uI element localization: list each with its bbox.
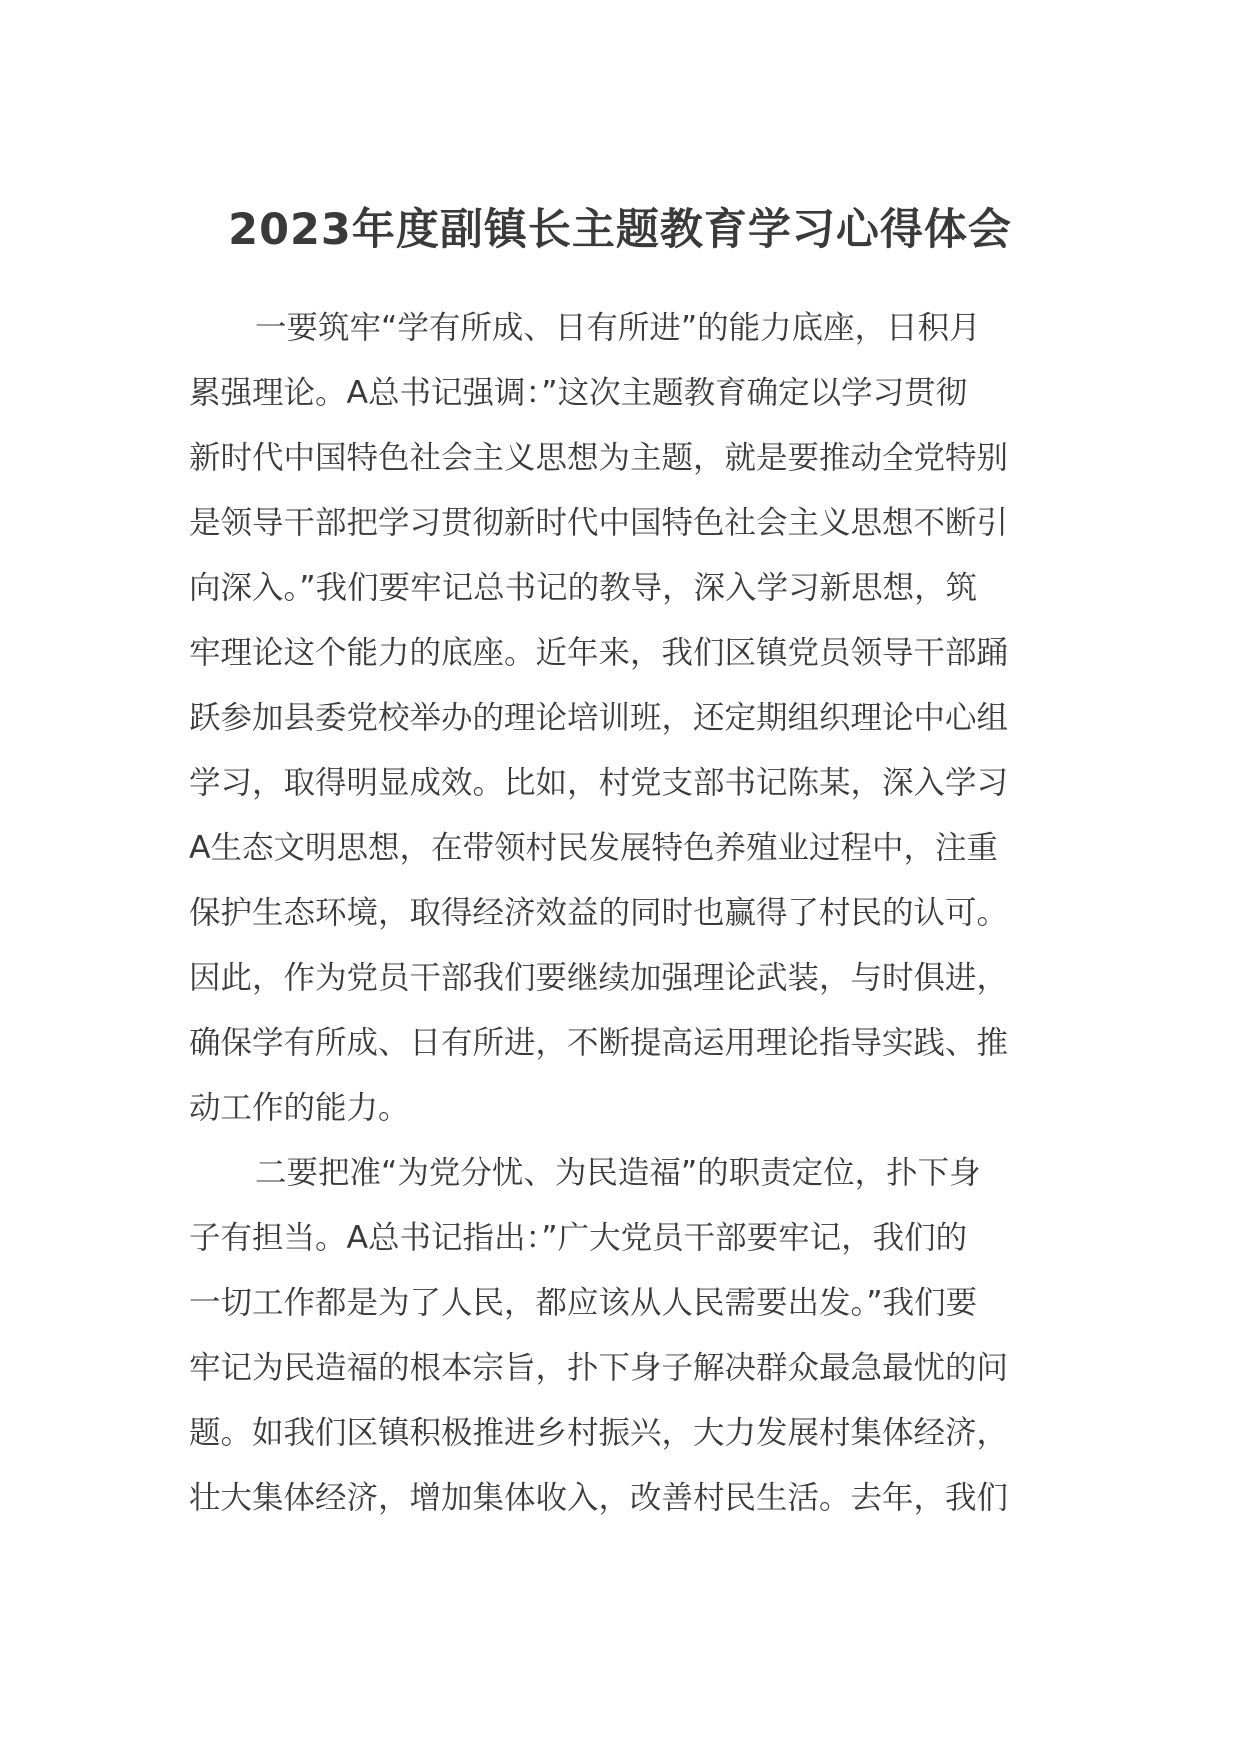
paragraph-2-line-5: 题。如我们区镇积极推进乡村振兴，大力发展村集体经济， bbox=[189, 1415, 1009, 1451]
paragraph-2-line-1: 二要把准“为党分忧、为民造福”的职责定位，扑下身 bbox=[255, 1155, 981, 1191]
paragraph-1-line-11: 因此，作为党员干部我们要继续加强理论武装，与时俱进， bbox=[189, 960, 1009, 996]
paragraph-1-line-7: 跃参加县委党校举办的理论培训班，还定期组织理论中心组 bbox=[189, 700, 1009, 736]
paragraph-2-line-6: 壮大集体经济，增加集体收入，改善村民生活。去年，我们 bbox=[189, 1480, 1009, 1516]
paragraph-1-line-1: 一要筑牢“学有所成、日有所进”的能力底座，日积月 bbox=[255, 310, 981, 346]
paragraph-2-line-2: 子有担当。A总书记指出：”广大党员干部要牢记，我们的 bbox=[189, 1220, 968, 1256]
paragraph-1-line-2: 累强理论。A总书记强调：”这次主题教育确定以学习贯彻 bbox=[189, 375, 968, 411]
paragraph-1-line-8: 学习，取得明显成效。比如，村党支部书记陈某，深入学习 bbox=[189, 765, 1009, 801]
paragraph-2-line-3: 一切工作都是为了人民，都应该从人民需要出发。”我们要 bbox=[189, 1285, 978, 1321]
paragraph-1-line-5: 向深入。”我们要牢记总书记的教导，深入学习新思想，筑 bbox=[189, 570, 978, 606]
paragraph-2-line-4: 牢记为民造福的根本宗旨，扑下身子解决群众最急最忧的问 bbox=[189, 1350, 1009, 1386]
paragraph-1-line-3: 新时代中国特色社会主义思想为主题，就是要推动全党特别 bbox=[189, 440, 1009, 476]
document-title: 2023年度副镇长主题教育学习心得体会 bbox=[228, 205, 1012, 255]
paragraph-1-line-6: 牢理论这个能力的底座。近年来，我们区镇党员领导干部踊 bbox=[189, 635, 1009, 671]
paragraph-1-line-10: 保护生态环境，取得经济效益的同时也赢得了村民的认可。 bbox=[189, 895, 1009, 931]
paragraph-1-line-9: A生态文明思想，在带领村民发展特色养殖业过程中，注重 bbox=[189, 830, 999, 866]
paragraph-1-line-12: 确保学有所成、日有所进，不断提高运用理论指导实践、推 bbox=[189, 1025, 1009, 1061]
paragraph-1-line-4: 是领导干部把学习贯彻新时代中国特色社会主义思想不断引 bbox=[189, 505, 1009, 541]
paragraph-1-line-13: 动工作的能力。 bbox=[189, 1090, 410, 1126]
document-body bbox=[189, 296, 1039, 1531]
